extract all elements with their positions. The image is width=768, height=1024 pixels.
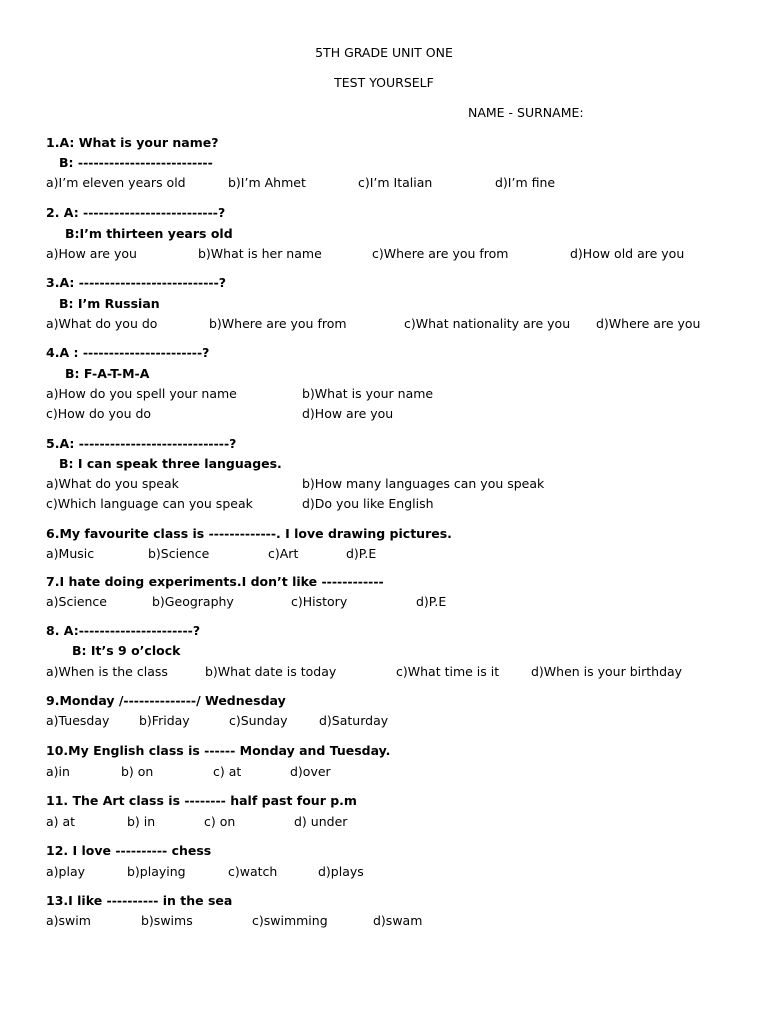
question-5-option-a: a)What do you speak (46, 476, 179, 491)
question-6-option-c: c)Art (268, 546, 299, 561)
question-7-option-d: d)P.E (416, 594, 447, 609)
question-6-option-b: b)Science (148, 546, 210, 561)
question-3-option-c: c)What nationality are you (404, 316, 571, 331)
question-9-option-c: c)Sunday (229, 713, 288, 728)
question-6-option-a: a)Music (46, 546, 95, 561)
question-3-option-a: a)What do you do (46, 316, 158, 331)
question-9-option-b: b)Friday (139, 713, 190, 728)
question-13-option-c: c)swimming (252, 913, 328, 928)
question-9-option-d: d)Saturday (319, 713, 389, 728)
question-9-prompt: 9.Monday /--------------/ Wednesday (46, 693, 286, 708)
question-8-option-a: a)When is the class (46, 664, 168, 679)
question-10-option-d: d)over (290, 764, 331, 779)
question-10-option-b: b) on (121, 764, 154, 779)
question-1-response: B: -------------------------- (59, 155, 213, 170)
worksheet-subtitle: TEST YOURSELF (334, 75, 434, 90)
question-8-prompt: 8. A:----------------------? (46, 623, 201, 638)
question-8-option-d: d)When is your birthday (531, 664, 683, 679)
question-12-prompt: 12. I love ---------- chess (46, 843, 212, 858)
question-2-option-d: d)How old are you (570, 246, 685, 261)
question-6-option-d: d)P.E (346, 546, 377, 561)
question-1-option-c: c)I’m Italian (358, 175, 433, 190)
question-7-prompt: 7.I hate doing experiments.I don’t like ------------ (46, 574, 384, 589)
question-2-prompt: 2. A: --------------------------? (46, 205, 226, 220)
question-12-option-a: a)play (46, 864, 86, 879)
question-13-option-b: b)swims (141, 913, 193, 928)
question-12-option-c: c)watch (228, 864, 278, 879)
question-3-response: B: I’m Russian (59, 296, 160, 311)
question-7-option-b: b)Geography (152, 594, 234, 609)
question-5-option-d: d)Do you like English (302, 496, 434, 511)
question-5-prompt: 5.A: -----------------------------? (46, 436, 237, 451)
question-11-option-b: b) in (127, 814, 156, 829)
question-5-option-b: b)How many languages can you speak (302, 476, 545, 491)
question-12-option-b: b)playing (127, 864, 186, 879)
name-surname-label: NAME - SURNAME: (468, 105, 584, 120)
question-4-option-b: b)What is your name (302, 386, 434, 401)
question-8-response: B: It’s 9 o’clock (72, 643, 181, 658)
question-11-option-d: d) under (294, 814, 348, 829)
question-12-option-d: d)plays (318, 864, 364, 879)
question-8-option-c: c)What time is it (396, 664, 500, 679)
question-1-prompt: 1.A: What is your name? (46, 135, 219, 150)
question-2-option-b: b)What is her name (198, 246, 322, 261)
question-3-prompt: 3.A: ---------------------------? (46, 275, 227, 290)
question-1-option-d: d)I’m fine (495, 175, 556, 190)
question-7-option-c: c)History (291, 594, 348, 609)
question-10-option-a: a)in (46, 764, 70, 779)
question-9-option-a: a)Tuesday (46, 713, 110, 728)
question-11-option-c: c) on (204, 814, 236, 829)
question-2-response: B:I’m thirteen years old (65, 226, 233, 241)
question-4-response: B: F-A-T-M-A (65, 366, 150, 381)
question-6-prompt: 6.My favourite class is -------------. I love drawing pictures. (46, 526, 452, 541)
worksheet-title: 5TH GRADE UNIT ONE (315, 45, 453, 60)
question-3-option-d: d)Where are you (596, 316, 701, 331)
question-13-option-d: d)swam (373, 913, 423, 928)
question-1-option-a: a)I’m eleven years old (46, 175, 186, 190)
question-2-option-a: a)How are you (46, 246, 137, 261)
question-11-option-a: a) at (46, 814, 76, 829)
question-11-prompt: 11. The Art class is -------- half past four p.m (46, 793, 357, 808)
question-5-option-c: c)Which language can you speak (46, 496, 253, 511)
question-2-option-c: c)Where are you from (372, 246, 509, 261)
question-13-option-a: a)swim (46, 913, 91, 928)
question-1-option-b: b)I’m Ahmet (228, 175, 306, 190)
question-10-option-c: c) at (213, 764, 242, 779)
question-4-option-a: a)How do you spell your name (46, 386, 237, 401)
question-3-option-b: b)Where are you from (209, 316, 347, 331)
question-13-prompt: 13.I like ---------- in the sea (46, 893, 233, 908)
question-4-option-c: c)How do you do (46, 406, 152, 421)
question-8-option-b: b)What date is today (205, 664, 337, 679)
question-7-option-a: a)Science (46, 594, 107, 609)
question-4-option-d: d)How are you (302, 406, 394, 421)
question-5-response: B: I can speak three languages. (59, 456, 282, 471)
question-4-prompt: 4.A : -----------------------? (46, 345, 210, 360)
question-10-prompt: 10.My English class is ------ Monday and Tuesday. (46, 743, 391, 758)
